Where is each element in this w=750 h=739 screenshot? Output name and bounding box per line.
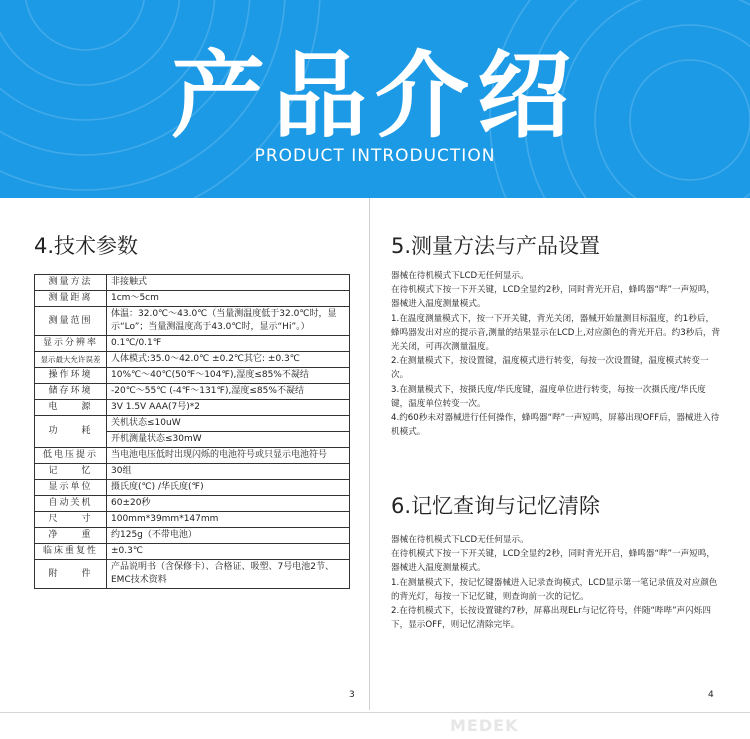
spec-value: 非接触式: [107, 275, 350, 291]
section-title-specs: 4.技术参数: [34, 234, 139, 258]
table-row: [35, 291, 350, 307]
paragraph: 2.在待机模式下，长按设置键约7秒，屏幕出现ELr与记忆符号，伴随“哔哔”声闪烁四下，显示OFF，则记忆清除完毕。: [391, 606, 711, 631]
table-row: [35, 400, 350, 416]
spec-value: 摄氏度(℃) /华氏度(℉): [107, 480, 350, 496]
spec-key: 记 忆: [35, 464, 107, 480]
spec-key: 临床重复性: [35, 544, 107, 560]
table-row: [35, 275, 350, 291]
table-row: [35, 512, 350, 528]
table-row: [35, 496, 350, 512]
table-row: [35, 368, 350, 384]
table-row: [35, 464, 350, 480]
table-row: [35, 416, 350, 432]
paragraph: 器械在待机模式下LCD无任何显示。: [391, 271, 529, 281]
page-number-right: 4: [708, 690, 714, 700]
spec-key: 储存环境: [35, 384, 107, 400]
page-number-left: 3: [349, 690, 355, 700]
section-title-measurement: 5.测量方法与产品设置: [391, 234, 601, 258]
table-row: [35, 528, 350, 544]
left-page: [0, 198, 370, 710]
spec-key: 显示分辨率: [35, 336, 107, 352]
spec-value: 体温：32.0℃～43.0℃（当量测温度低于32.0℃时，显示“Lo”；当量测温度高于43.0℃时，显示“Hi”。）: [107, 307, 350, 336]
spec-value: ±0.3℃: [107, 544, 350, 560]
banner-title: 产品介绍: [170, 42, 579, 151]
paragraph: 3.在测量模式下，按摄氏度/华氏度键，温度单位进行转变，每按一次摄氏度/华氏度键，温度单位转变一次。: [391, 384, 706, 409]
table-row: [35, 560, 350, 589]
spec-key: 电 源: [35, 400, 107, 416]
header-banner: [0, 0, 750, 198]
spec-key: 测量方法: [35, 275, 107, 291]
table-row: [35, 448, 350, 464]
spec-key: 附 件: [35, 560, 107, 589]
spec-key: 尺 寸: [35, 512, 107, 528]
table-row: [35, 336, 350, 352]
spec-value: 当电池电压低时出现闪烁的电池符号或只显示电池符号: [107, 448, 350, 464]
spec-value: 60±20秒: [107, 496, 350, 512]
spec-key: 自动关机: [35, 496, 107, 512]
spec-key: 操作环境: [35, 368, 107, 384]
paragraph: 1.在温度测量模式下，按一下开关键，背光关闭，器械开始量测目标温度，约1秒后，蜂鸣器发出对应的提示音,测量的结果显示在LCD上,对应颜色的背光开启。约3秒后，背光关闭，可再次测量温度。: [391, 313, 721, 353]
spec-value: 产品说明书（含保修卡）、合格证、吸塑、7号电池2节、EMC技术资料: [107, 560, 350, 589]
spec-value: 1cm～5cm: [107, 291, 350, 307]
banner-subtitle: PRODUCT INTRODUCTION: [254, 146, 496, 166]
spec-value: 约125g（不带电池）: [107, 528, 350, 544]
right-page: [371, 198, 750, 710]
spec-key: 净 重: [35, 528, 107, 544]
table-row: [35, 307, 350, 336]
spec-key: 低电压提示: [35, 448, 107, 464]
section-title-memory: 6.记忆查询与记忆清除: [391, 494, 601, 518]
spec-value: 人体模式:35.0～42.0℃ ±0.2℃其它: ±0.3℃: [107, 352, 350, 368]
table-row: [35, 544, 350, 560]
paragraph: 1.在测量模式下，按记忆键器械进入记录查询模式，LCD显示第一笔记录值及对应颜色的背光灯，每按一下记忆键，则查询前一次的记忆。: [391, 577, 718, 602]
table-row: [35, 384, 350, 400]
spec-table: [34, 274, 350, 589]
spec-value: 0.1℃/0.1℉: [107, 336, 350, 352]
spec-value: 30组: [107, 464, 350, 480]
table-row: [35, 480, 350, 496]
watermark: MEDEK: [450, 716, 519, 735]
measurement-instructions: [391, 269, 721, 439]
paragraph: 2.在测量模式下，按设置键，温度模式进行转变，每按一次设置键，温度模式转变一次。: [391, 356, 709, 381]
memory-instructions: [391, 533, 721, 632]
spec-key: 功 耗: [35, 416, 107, 448]
spec-value: -20℃～55℃ (-4℉～131℉),湿度≤85%不凝结: [107, 384, 350, 400]
divider: [0, 712, 750, 713]
spec-value: 3V 1.5V AAA(7号)*2: [107, 400, 350, 416]
spec-value: 关机状态≤10uW: [107, 416, 350, 432]
paragraph: 在待机模式下按一下开关键，LCD全显约2秒，同时背光开启，蜂鸣器“哔”一声短鸣，器械进入温度测量模式。: [391, 285, 715, 310]
spec-key: 测量范围: [35, 307, 107, 336]
spec-key: 测量距离: [35, 291, 107, 307]
paragraph: 器械在待机模式下LCD无任何显示。: [391, 535, 529, 545]
spec-value: 开机测量状态≤30mW: [107, 432, 350, 448]
page-bottom-edge: [0, 710, 750, 739]
spec-key: 显示最大允许误差: [35, 352, 107, 368]
spec-key: 显示单位: [35, 480, 107, 496]
paragraph: 在待机模式下按一下开关键，LCD全显约2秒，同时背光开启，蜂鸣器“哔”一声短鸣，器械进入温度测量模式。: [391, 549, 715, 574]
spec-value: 10%℃～40℃(50℉～104℉),湿度≤85%不凝结: [107, 368, 350, 384]
spec-value: 100mm*39mm*147mm: [107, 512, 350, 528]
table-row: [35, 352, 350, 368]
paragraph: 4.约60秒未对器械进行任何操作，蜂鸣器“哔”一声短鸣，屏幕出现OFF后，器械进入待机模式。: [391, 413, 720, 438]
